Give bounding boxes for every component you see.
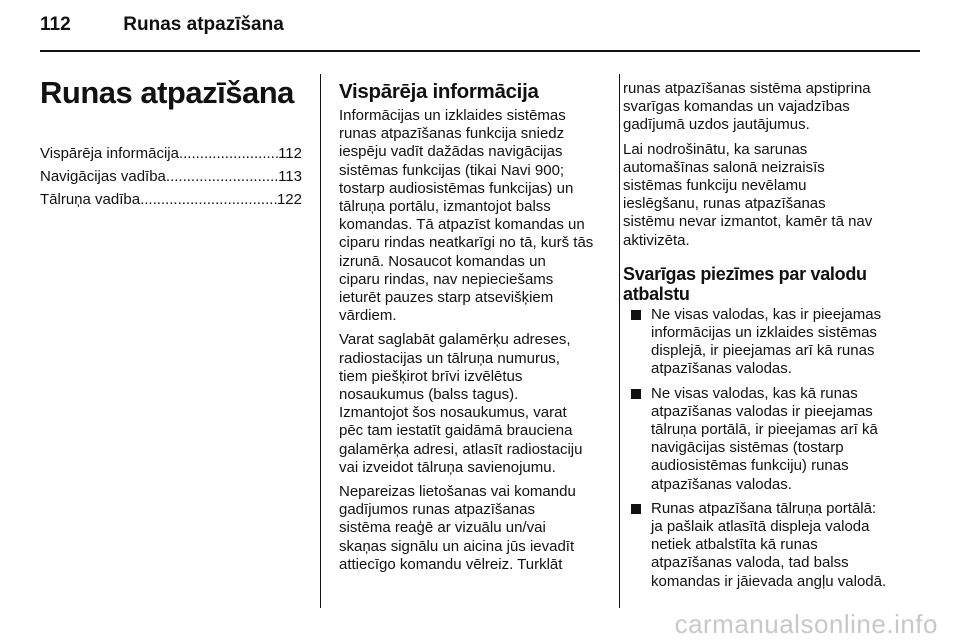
toc-entry-page: 122 <box>276 191 302 208</box>
toc-entry-label: Tālruņa vadība <box>40 191 141 208</box>
square-bullet-icon <box>631 504 641 514</box>
toc-entry[interactable] <box>40 145 302 163</box>
section-general-info <box>339 80 604 580</box>
list-item-text: Runas atpazīšana tālruņa portālā: ja pašlaik atlasītā displeja valoda netiek atbalstīta kā runas atpazīšanas valoda, tad balss komandas ir jāievada angļu valodā. <box>651 499 887 590</box>
header-divider <box>40 50 920 52</box>
column-divider <box>320 74 321 608</box>
list-item <box>623 306 903 379</box>
list-item-text: Ne visas valodas, kas kā runas atpazīšanas valodas ir pieejamas tālruņa portālā, ir pieejamas arī kā navigācijas sistēmas (tostarp audiosistēmas funkciju) runas atpazīšanas valodas. <box>651 384 878 493</box>
body-paragraph: Lai nodrošinātu, ka sarunas automašīnas salonā neizraisīs sistēmas funkciju nevēlamu ieslēgšanu, runas atpazīšanas sistēmu nevar izmantot, kamēr tā nav aktivizēta. <box>623 140 873 249</box>
chapter-title: Runas atpazīšana <box>40 75 294 110</box>
body-paragraph: Informācijas un izklaides sistēmas runas atpazīšanas funkcija sniedz iespēju vadīt dažādas navigācijas sistēmas funkcijas (tikai Navi 900; tostarp audiosistēmas funkcijas) un tālruņa portālu, izmantojot balss komandas. Tā atpazīst komandas un ciparu rindas neatkarīgi no tā, kurš tās izrunā. Nosaucot komandas un ciparu rindas, nav nepieciešams ieturēt pauzes starp atsevišķiem vārdiem. <box>339 107 594 325</box>
page-header <box>40 14 284 36</box>
list-item-text: Ne visas valodas, kas ir pieejamas informācijas un izklaides sistēmas displejā, ir pieejamas arī kā runas atpazīšanas valodas. <box>651 305 882 378</box>
subsection-title: Svarīgas piezīmes par valodu atbalstu <box>623 263 867 304</box>
toc-leader-dots <box>140 191 277 209</box>
table-of-contents <box>40 145 302 209</box>
running-title: Runas atpazīšana <box>123 14 284 35</box>
body-paragraph: Varat saglabāt galamērķu adreses, radiostacijas un tālruņa numurus, tiem piešķirot brīvi izvēlētus nosaukumus (balss tagus). Izmantojot šos nosaukumus, varat pēc tam iestatīt gaidāmā brauciena galamērķa adresi, atlasīt radiostaciju vai izveidot tālruņa savienojumu. <box>339 331 583 476</box>
square-bullet-icon <box>631 389 641 399</box>
bullet-list <box>623 306 903 591</box>
toc-entry-page: 113 <box>278 168 302 185</box>
toc-entry[interactable] <box>40 191 302 209</box>
page-number: 112 <box>40 14 71 35</box>
square-bullet-icon <box>631 310 641 320</box>
body-paragraph: Nepareizas lietošanas vai komandu gadījumos runas atpazīšanas sistēma reaģē ar vizuālu un/vai skaņas signālu un aicina jūs ievadīt attiecīgo komandu vēlreiz. Turklāt <box>339 483 576 573</box>
watermark-text: carmanualsonline.info <box>674 609 938 639</box>
section-title: Vispārēja informācija <box>339 80 539 103</box>
toc-column <box>40 75 302 214</box>
toc-entry-label: Vispārēja informācija <box>40 145 179 162</box>
body-paragraph: runas atpazīšanas sistēma apstiprina svarīgas komandas un vajadzības gadījumā uzdos jautājumus. <box>623 80 871 134</box>
column-divider <box>619 74 620 608</box>
section-language-notes <box>623 80 903 597</box>
toc-entry-page: 112 <box>278 145 302 162</box>
toc-entry-label: Navigācijas vadība <box>40 168 166 185</box>
toc-leader-dots <box>179 145 278 163</box>
list-item <box>623 385 903 494</box>
list-item <box>623 500 903 591</box>
toc-leader-dots <box>166 168 278 186</box>
toc-entry[interactable] <box>40 168 302 186</box>
